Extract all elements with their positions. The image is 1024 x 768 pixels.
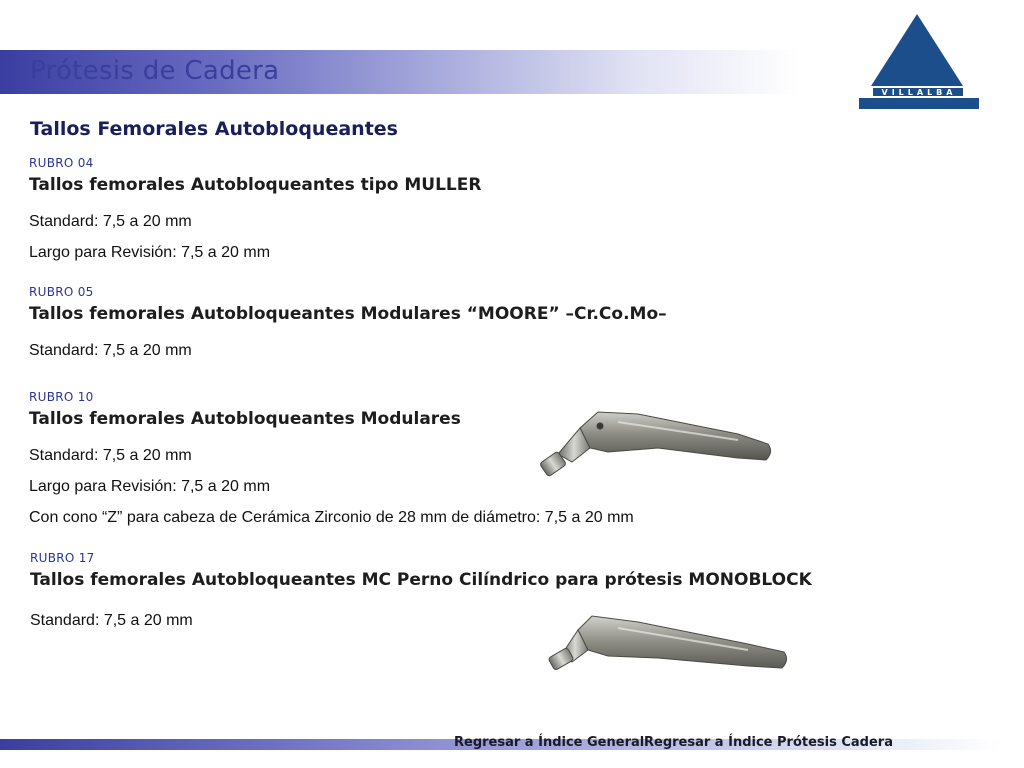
rubro-05-code: RUBRO 05: [29, 285, 94, 299]
femoral-stem-monoblock-image: [548, 612, 792, 676]
rubro-04-code: RUBRO 04: [29, 156, 94, 170]
femoral-stem-modular-image: [538, 404, 778, 480]
rubro-10-spec-revision: Largo para Revisión: 7,5 a 20 mm: [29, 478, 271, 495]
logo-triangle: [871, 14, 963, 86]
rubro-17-spec-standard: Standard: 7,5 a 20 mm: [30, 612, 193, 629]
link-indice-protesis-cadera[interactable]: Regresar a Índice Prótesis Cadera: [644, 735, 893, 750]
rubro-04-spec-revision: Largo para Revisión: 7,5 a 20 mm: [29, 244, 271, 261]
link-indice-general[interactable]: Regresar a Índice General: [454, 735, 645, 750]
rubro-10-spec-standard: Standard: 7,5 a 20 mm: [29, 447, 192, 464]
page-title: Prótesis de Cadera: [30, 56, 280, 86]
logo-base-bar: [859, 98, 979, 109]
rubro-10-code: RUBRO 10: [29, 390, 94, 404]
logo-text: VILLALBA: [881, 88, 957, 97]
rubro-17-title: Tallos femorales Autobloqueantes MC Perno Cilíndrico para prótesis MONOBLOCK: [30, 570, 812, 590]
rubro-10-spec-cono: Con cono “Z” para cabeza de Cerámica Zirconio de 28 mm de diámetro: 7,5 a 20 mm: [29, 509, 634, 526]
rubro-05-title: Tallos femorales Autobloqueantes Modulares “MOORE” –Cr.Co.Mo–: [29, 304, 667, 324]
rubro-10-title: Tallos femorales Autobloqueantes Modulares: [29, 409, 461, 429]
villalba-logo: [857, 12, 981, 112]
rubro-04-title: Tallos femorales Autobloqueantes tipo MULLER: [29, 175, 482, 195]
rubro-17-code: RUBRO 17: [30, 551, 95, 565]
rubro-05-spec-standard: Standard: 7,5 a 20 mm: [29, 342, 192, 359]
section-title: Tallos Femorales Autobloqueantes: [30, 118, 398, 140]
rubro-04-spec-standard: Standard: 7,5 a 20 mm: [29, 213, 192, 230]
